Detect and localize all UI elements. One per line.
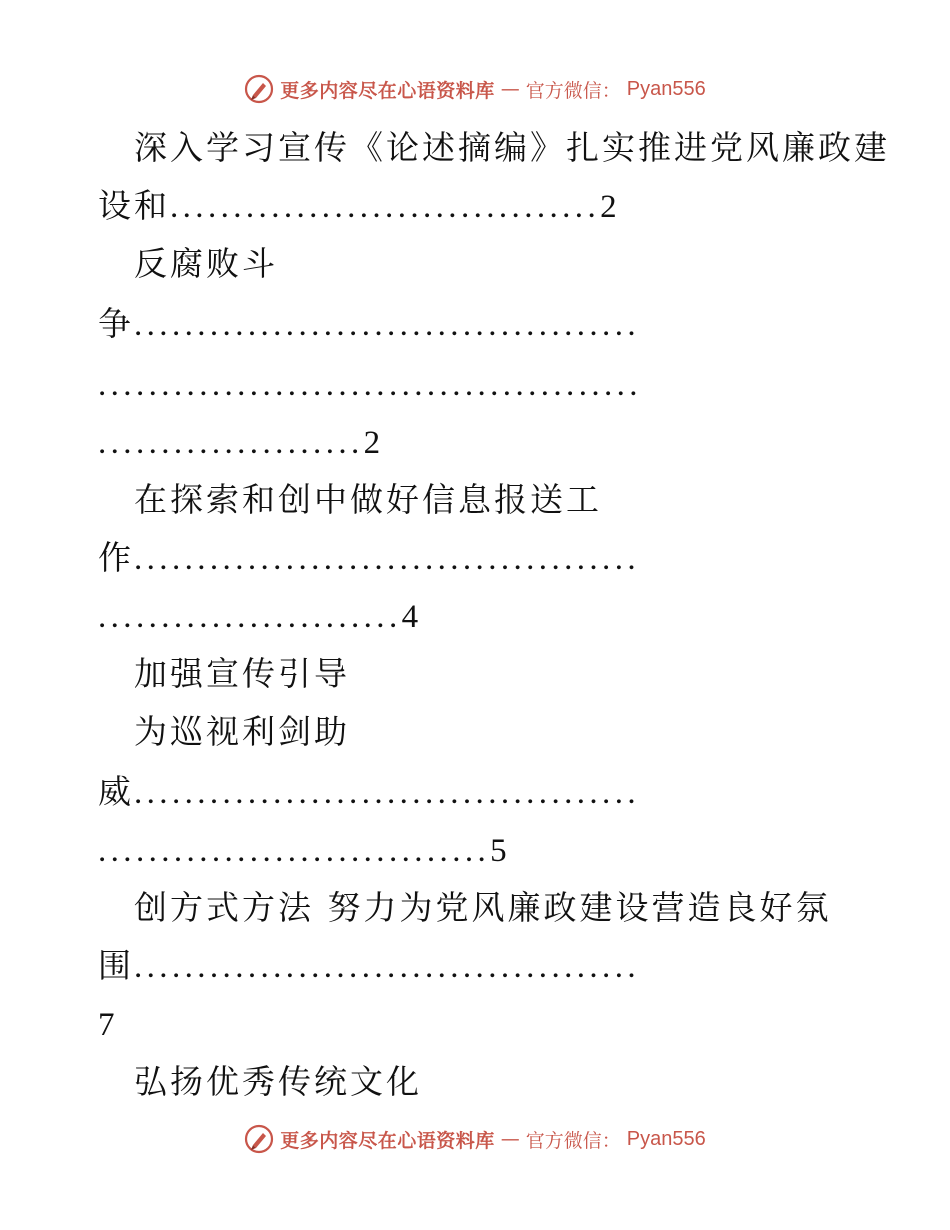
leader-dots: ........................: [98, 599, 402, 635]
toc-entry-4-line-1[interactable]: 加强宣传引导: [134, 654, 350, 693]
toc-entry-4-page-line: [98, 830, 858, 871]
toc-entry-4-line-3[interactable]: 威........................................: [98, 772, 640, 811]
toc-entry-5-line-2[interactable]: 围........................................: [98, 946, 640, 985]
toc-entry-1-line-1[interactable]: 深入学习宣传《论述摘编》扎实推进党风廉政建: [134, 128, 890, 167]
toc-entry-3-line-2[interactable]: 作........................................: [98, 538, 640, 577]
toc-entry-4-line-2[interactable]: 为巡视利剑助: [134, 712, 350, 751]
toc-entry-1-line-2[interactable]: 设和..................................2: [98, 186, 617, 225]
leader-dots: .....................: [98, 425, 364, 461]
watermark-id: Pyan556: [626, 77, 706, 100]
leader-dots: ..................................: [170, 189, 601, 225]
leader-dots: ...............................: [98, 833, 491, 869]
toc-page-number: 2: [363, 425, 381, 461]
leader-dots: ........................................: [134, 775, 640, 811]
leader-dots: ........................................: [134, 949, 640, 985]
watermark-text: 更多内容尽在心语资料库: [280, 1129, 495, 1152]
watermark-dash: —: [500, 78, 520, 100]
toc-entry-5-page-line: [98, 1004, 858, 1045]
watermark-official: 官方微信：: [525, 79, 621, 102]
pen-logo-icon: [244, 74, 274, 104]
footer-watermark: [0, 1122, 950, 1156]
leader-dots: ...........................................: [98, 367, 642, 403]
toc-entry-2-leader: [98, 364, 858, 405]
watermark-dash: —: [500, 1128, 520, 1150]
toc-page-number: 5: [490, 833, 507, 869]
toc-page-number: 7: [98, 1007, 115, 1043]
watermark-id: Pyan556: [626, 1127, 706, 1150]
leader-dots: ........................................: [134, 307, 640, 343]
toc-entry-3-page-line: [98, 596, 858, 637]
header-watermark: [0, 72, 950, 106]
toc-entry-2-page-line: [98, 422, 858, 463]
pen-logo-icon: [244, 1124, 274, 1154]
toc-entry-2-line-2[interactable]: 争........................................: [98, 304, 640, 343]
toc-page-number: 4: [401, 599, 419, 635]
watermark-official: 官方微信：: [525, 1129, 621, 1152]
toc-entry-6-line-1[interactable]: 弘扬优秀传统文化: [134, 1062, 422, 1101]
toc-page-number: 2: [600, 189, 617, 225]
toc-entry-5-line-1[interactable]: 创方式方法 努力为党风廉政建设营造良好氛: [134, 888, 832, 927]
leader-dots: ........................................: [134, 541, 640, 577]
watermark-text: 更多内容尽在心语资料库: [280, 79, 495, 102]
toc-entry-2-line-1[interactable]: 反腐败斗: [134, 244, 278, 283]
toc-entry-3-line-1[interactable]: 在探索和创中做好信息报送工: [134, 480, 602, 519]
